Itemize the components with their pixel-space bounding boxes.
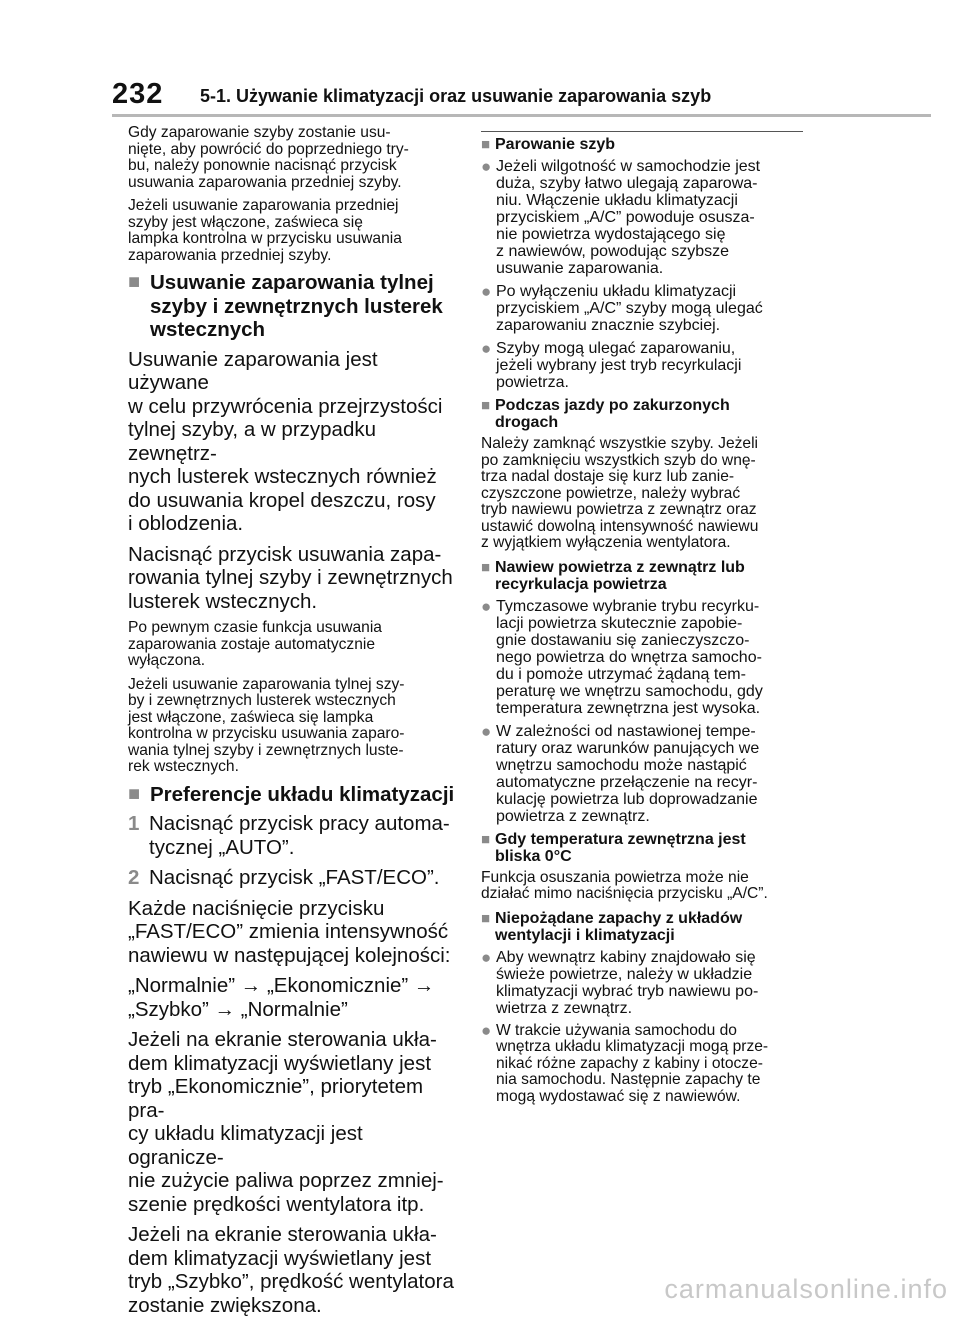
step-number: 1 bbox=[128, 812, 140, 835]
left-paragraph-10: Jeżeli na ekranie sterowania ukła- dem klimatyzacji wyświetlany jest tryb „Szybko”, prędkość wentylatora zostanie zwiększona. bbox=[128, 1223, 454, 1317]
bullet-item bbox=[481, 598, 803, 717]
note-heading-text: Podczas jazdy po zakurzonych drogach bbox=[495, 397, 730, 431]
bullet-dot-icon: ● bbox=[481, 721, 492, 741]
left-paragraph-6: Jeżeli usuwanie zaparowania tylnej szy- by i zewnętrznych lusterek wstecznych jest włączone, zaświeca się lampka kontrolna w przycisku usuwania zaparo- wania tylnej szyby i zewnętrznych luste- rek wstecznych. bbox=[128, 675, 405, 775]
section-heading-text: Usuwanie zaparowania tylnej szyby i zewnętrznych lusterek wstecznych bbox=[150, 271, 443, 341]
note-text-cold: Funkcja osuszania powietrza może nie działać mimo naciśnięcia przycisku „A/C”. bbox=[481, 868, 768, 902]
left-paragraph-5: Po pewnym czasie funkcja usuwania zaparowania zostaje automatycznie wyłączona. bbox=[128, 619, 382, 669]
left-paragraph-1: Gdy zaparowanie szyby zostanie usu- nięte, aby powrócić do poprzedniego try- bu, należy ponownie nacisnąć przycisk usuwania zaparowania przedniej szyby. bbox=[128, 124, 409, 191]
note-heading-dusty-roads bbox=[481, 397, 803, 431]
bullet-dot-icon: ● bbox=[481, 596, 492, 616]
left-paragraph-3: Usuwanie zaparowania jest używane w celu przywrócenia przejrzystości tylnej szyby, a w przypadku zewnętrz- nych lusterek wstecznych również do usuwania kropel deszczu, rosy i oblodzenia. bbox=[128, 347, 443, 535]
left-paragraph-9: Jeżeli na ekranie sterowania ukła- dem klimatyzacji wyświetlany jest tryb „Ekonomicznie”, priorytetem pra- cy układu klimatyzacji jest ogranicze- nie zużycie paliwa poprzez zmniej- szenie prędkości wentylatora itp. bbox=[128, 1028, 444, 1216]
note-heading-cold bbox=[481, 831, 803, 865]
note-heading-text: Parowanie szyb bbox=[495, 136, 616, 153]
mode-sequence: „Normalnie” → „Ekonomicznie” → „Szybko” → „Normalnie” bbox=[128, 974, 435, 1021]
section-heading-preferences bbox=[128, 783, 458, 807]
square-marker-icon: ■ bbox=[481, 397, 491, 414]
step-item bbox=[128, 812, 458, 859]
left-paragraph-7: Każde naciśnięcie przycisku „FAST/ECO” zmienia intensywność nawiewu w następującej kolejności: bbox=[128, 896, 451, 967]
section-heading-rear-defog bbox=[128, 271, 458, 342]
page-number: 232 bbox=[112, 78, 164, 110]
bullet-text: W zależności od nastawionej tempe- ratury oraz warunków panujących we wnętrzu samochodu może nastąpić automatyczne przełączenie na recyr- kulację powietrza lub doprowadzanie powietrza z zewnątrz. bbox=[496, 722, 760, 825]
bullet-text: W trakcie używania samochodu do wnętrza układu klimatyzacji mogą prze- nikać różne zapachy z kabiny i otocze- nia samochodu. Następnie zapachy te mogą wydostawać się z nawiewów. bbox=[496, 1021, 769, 1105]
bullet-dot-icon: ● bbox=[481, 157, 492, 176]
bullet-dot-icon: ● bbox=[481, 947, 492, 967]
header-rule bbox=[112, 114, 931, 117]
bullet-item bbox=[481, 949, 803, 1017]
bullet-item bbox=[481, 283, 803, 334]
note-heading-odors bbox=[481, 910, 803, 944]
right-column-rule bbox=[481, 131, 803, 132]
bullet-item bbox=[481, 1020, 803, 1106]
left-paragraph-4: Nacisnąć przycisk usuwania zapa- rowania tylnej szyby i zewnętrznych lusterek wstecznych. bbox=[128, 542, 453, 613]
note-heading-air-source bbox=[481, 559, 803, 593]
page-header bbox=[0, 0, 960, 120]
square-marker-icon: ■ bbox=[481, 136, 491, 153]
bullet-dot-icon: ● bbox=[481, 282, 492, 301]
bullet-text: Jeżeli wilgotność w samochodzie jest duża, szyby łatwo ulegają zaparowa- niu. Włączenie układu klimatyzacji przyciskiem „A/C” powoduje osusza- nie powietrza wydostającego się z nawiewów, powodując szybsze usuwanie zaparowania. bbox=[496, 158, 761, 277]
square-marker-icon: ■ bbox=[481, 558, 491, 576]
right-column bbox=[481, 125, 803, 1111]
step-text: Nacisnąć przycisk pracy automa- tycznej „AUTO”. bbox=[149, 812, 450, 859]
bullet-item bbox=[481, 340, 803, 391]
left-paragraph-2: Jeżeli usuwanie zaparowania przedniej szyby jest włączone, zaświeca się lampka kontrolna w przycisku usuwania zaparowania przedniej szyby. bbox=[128, 197, 402, 264]
bullet-dot-icon: ● bbox=[481, 339, 492, 358]
step-item bbox=[128, 866, 458, 890]
bullet-text: Po wyłączeniu układu klimatyzacji przyciskiem „A/C” szyby mogą ulegać zaparowaniu znacznie szybciej. bbox=[496, 283, 763, 334]
note-heading-text: Niepożądane zapachy z układów wentylacji i klimatyzacji bbox=[495, 909, 743, 944]
watermark: carmanualsonline.info bbox=[664, 1274, 948, 1304]
square-marker-icon: ■ bbox=[128, 782, 141, 805]
bullet-item bbox=[481, 158, 803, 277]
chapter-title: 5-1. Używanie klimatyzacji oraz usuwanie zaparowania szyb bbox=[200, 86, 712, 106]
note-heading-text: Gdy temperatura zewnętrzna jest bliska 0°C bbox=[495, 830, 746, 865]
square-marker-icon: ■ bbox=[481, 909, 491, 927]
left-column bbox=[128, 125, 458, 1324]
step-text: Nacisnąć przycisk „FAST/ECO”. bbox=[149, 866, 440, 889]
square-marker-icon: ■ bbox=[481, 830, 491, 848]
step-number: 2 bbox=[128, 866, 140, 889]
note-text-dusty-roads: Należy zamknąć wszystkie szyby. Jeżeli po zamknięciu wszystkich szyb do wnę- trza nadal dostaje się kurz lub zanie- czyszczone powietrze, należy wybrać tryb nawiewu powietrza z zewnątrz oraz ustawić dowolną intensywność nawiewu z wyjątkiem wyłączenia wentylatora. bbox=[481, 435, 759, 551]
square-marker-icon: ■ bbox=[128, 271, 141, 293]
note-heading-fogging bbox=[481, 136, 803, 153]
bullet-dot-icon: ● bbox=[481, 1020, 492, 1040]
bullet-text: Aby wewnątrz kabiny znajdowało się świeże powietrze, należy w układzie klimatyzacji wybrać tryb nawiewu po- wietrza z zewnątrz. bbox=[496, 948, 759, 1017]
note-heading-text: Nawiew powietrza z zewnątrz lub recyrkulacja powietrza bbox=[495, 558, 745, 593]
section-heading-text: Preferencje układu klimatyzacji bbox=[150, 782, 455, 806]
bullet-item bbox=[481, 723, 803, 825]
bullet-text: Tymczasowe wybranie trybu recyrku- lacji powietrza skutecznie zapobie- gnie dostawaniu się zanieczyszczo- nego powietrza do wnętrza samocho- du i pomoże utrzymać żądaną tem- peraturę we wnętrzu samochodu, gdy temperatura zewnętrzna jest wysoka. bbox=[496, 597, 763, 717]
bullet-text: Szyby mogą ulegać zaparowaniu, jeżeli wybrany jest tryb recyrkulacji powietrza. bbox=[496, 340, 742, 391]
